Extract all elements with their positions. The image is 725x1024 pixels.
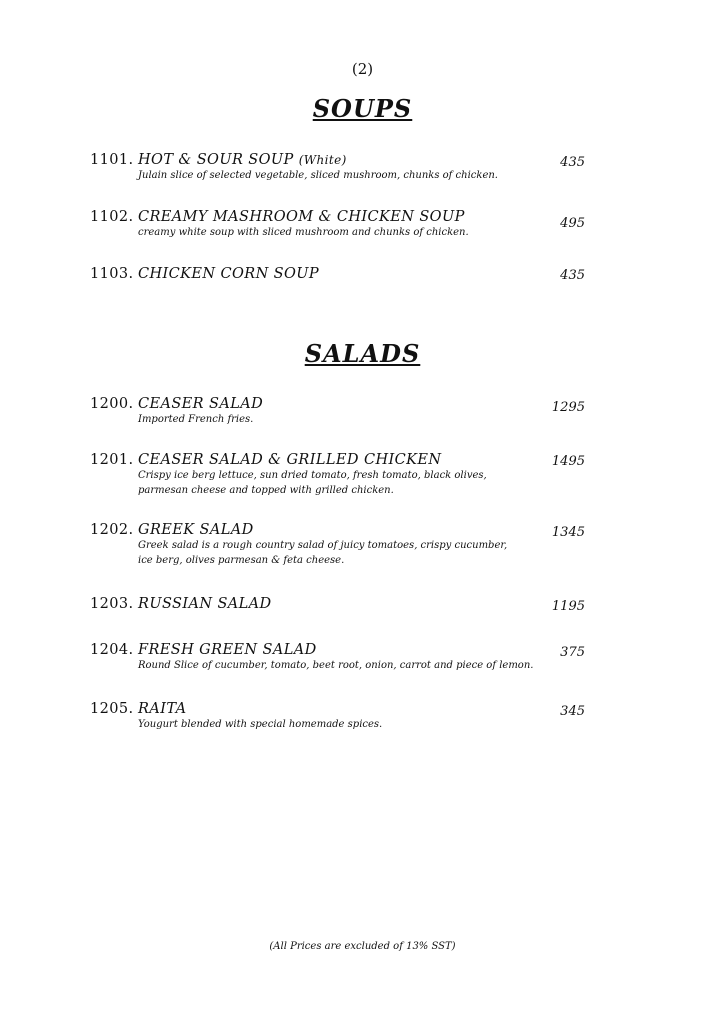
item-heading bbox=[90, 642, 590, 658]
price-1203: 1195 bbox=[551, 599, 585, 614]
item-description: Round Slice of cucumber, tomato, beet root, onion, carrot and piece of lemon. bbox=[138, 660, 534, 671]
item-description: Imported French fries. bbox=[138, 414, 254, 425]
item-heading bbox=[90, 266, 590, 282]
menu-item-1200 bbox=[90, 396, 590, 427]
menu-item-1103 bbox=[90, 266, 590, 282]
item-heading bbox=[90, 701, 590, 717]
price-1103: 435 bbox=[560, 268, 585, 283]
item-heading bbox=[90, 209, 590, 225]
item-name: RAITA bbox=[138, 701, 187, 717]
item-code: 1201. bbox=[90, 452, 134, 468]
menu-item-1201 bbox=[90, 452, 590, 498]
price-1202: 1345 bbox=[551, 525, 585, 540]
item-code: 1204. bbox=[90, 642, 134, 658]
item-description: Yougurt blended with special homemade spices. bbox=[138, 719, 383, 730]
tax-note: (All Prices are excluded of 13% SST) bbox=[269, 941, 456, 952]
item-heading bbox=[90, 452, 590, 468]
item-description-line-1: Crispy ice berg lettuce, sun dried tomato, fresh tomato, black olives, bbox=[138, 470, 487, 481]
salads-heading: SALADS bbox=[304, 339, 421, 368]
price-1200: 1295 bbox=[551, 400, 585, 415]
item-description: Julain slice of selected vegetable, sliced mushroom, chunks of chicken. bbox=[138, 170, 498, 181]
item-code: 1202. bbox=[90, 522, 134, 538]
item-name: CEASER SALAD bbox=[138, 396, 264, 412]
item-heading bbox=[90, 396, 590, 412]
menu-item-1101 bbox=[90, 152, 590, 183]
page-number: (2) bbox=[351, 60, 374, 78]
item-description-line-1: Greek salad is a rough country salad of juicy tomatoes, crispy cucumber, bbox=[138, 540, 508, 551]
price-1204: 375 bbox=[560, 645, 585, 660]
item-description-line-2: parmesan cheese and topped with grilled chicken. bbox=[138, 485, 394, 496]
price-1205: 345 bbox=[560, 704, 585, 719]
item-name: HOT & SOUR SOUP bbox=[138, 152, 294, 168]
menu-item-1102 bbox=[90, 209, 590, 240]
price-1201: 1495 bbox=[551, 454, 585, 469]
price-1102: 495 bbox=[560, 216, 585, 231]
item-name: GREEK SALAD bbox=[138, 522, 254, 538]
item-heading bbox=[90, 522, 590, 538]
price-1101: 435 bbox=[560, 155, 585, 170]
menu-item-1204 bbox=[90, 642, 590, 673]
item-name: FRESH GREEN SALAD bbox=[138, 642, 317, 658]
item-name: CHICKEN CORN SOUP bbox=[138, 266, 320, 282]
item-name: RUSSIAN SALAD bbox=[138, 596, 272, 612]
item-code: 1205. bbox=[90, 701, 134, 717]
item-name: CEASER SALAD & GRILLED CHICKEN bbox=[138, 452, 442, 468]
item-description-line-2: ice berg, olives parmesan & feta cheese. bbox=[138, 555, 345, 566]
menu-item-1203 bbox=[90, 596, 590, 612]
item-code: 1101. bbox=[90, 152, 134, 168]
item-heading bbox=[90, 152, 590, 168]
soups-heading: SOUPS bbox=[312, 94, 413, 123]
menu-item-1205 bbox=[90, 701, 590, 732]
item-code: 1102. bbox=[90, 209, 134, 225]
item-code: 1200. bbox=[90, 396, 134, 412]
item-description: creamy white soup with sliced mushroom and chunks of chicken. bbox=[138, 227, 469, 238]
menu-item-1202 bbox=[90, 522, 590, 568]
item-name: CREAMY MASHROOM & CHICKEN SOUP bbox=[138, 209, 465, 225]
item-name-note: (White) bbox=[298, 153, 347, 167]
item-code: 1203. bbox=[90, 596, 134, 612]
item-code: 1103. bbox=[90, 266, 134, 282]
item-heading bbox=[90, 596, 590, 612]
